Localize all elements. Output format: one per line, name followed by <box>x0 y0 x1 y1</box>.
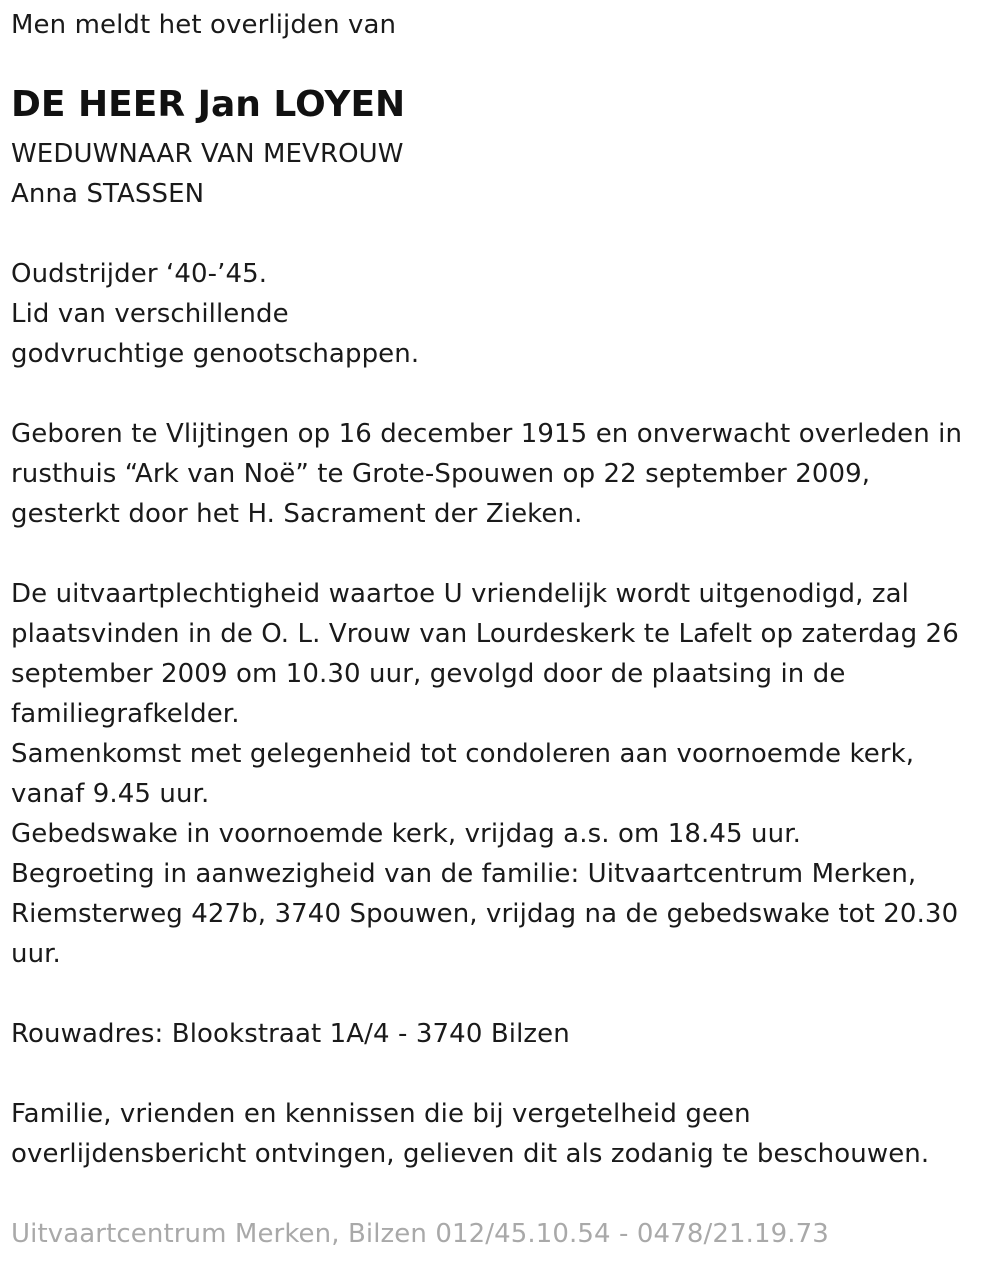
birth-death-line: rusthuis “Ark van Noë” te Grote-Spouwen op 22 september 2009, <box>11 459 871 489</box>
notice-line: overlijdensbericht ontvingen, gelieven dit als zodanig te beschouwen. <box>11 1139 930 1169</box>
notice-block <box>11 1094 929 1174</box>
deceased-name: DE HEER Jan LOYEN <box>11 84 406 125</box>
funeral-line: Gebedswake in voornoemde kerk, vrijdag a.s. om 18.45 uur. <box>11 819 801 849</box>
biography-line: Lid van verschillende <box>11 299 289 329</box>
birth-death-line: gesterkt door het H. Sacrament der Zieken. <box>11 499 583 529</box>
birth-death-block <box>11 414 962 534</box>
funeral-line: Samenkomst met gelegenheid tot condoleren aan voornoemde kerk, <box>11 739 915 769</box>
biography-line: Oudstrijder ‘40-’45. <box>11 259 268 289</box>
mourning-address: Rouwadres: Blookstraat 1A/4 - 3740 Bilzen <box>11 1019 570 1049</box>
funeral-line: plaatsvinden in de O. L. Vrouw van Lourdeskerk te Lafelt op zaterdag 26 <box>11 619 959 649</box>
funeral-home-contact: Uitvaartcentrum Merken, Bilzen 012/45.10.54 - 0478/21.19.73 <box>11 1219 829 1249</box>
mourning-address-block <box>11 1014 570 1054</box>
funeral-line: De uitvaartplechtigheid waartoe U vriendelijk wordt uitgenodigd, zal <box>11 579 909 609</box>
intro-text: Men meldt het overlijden van <box>11 10 397 40</box>
funeral-line: Begroeting in aanwezigheid van de familie: Uitvaartcentrum Merken, <box>11 859 917 889</box>
notice-line: Familie, vrienden en kennissen die bij vergetelheid geen <box>11 1099 751 1129</box>
funeral-line: september 2009 om 10.30 uur, gevolgd door de plaatsing in de <box>11 659 846 689</box>
funeral-line: Riemsterweg 427b, 3740 Spouwen, vrijdag na de gebedswake tot 20.30 <box>11 899 959 929</box>
funeral-line: vanaf 9.45 uur. <box>11 779 210 809</box>
spouse-line: Anna STASSEN <box>11 179 205 209</box>
funeral-line: uur. <box>11 939 61 969</box>
biography-line: godvruchtige genootschappen. <box>11 339 420 369</box>
spouse-block <box>11 134 404 214</box>
biography-block <box>11 254 419 374</box>
birth-death-line: Geboren te Vlijtingen op 16 december 1915 en onverwacht overleden in <box>11 419 963 449</box>
funeral-details-block <box>11 574 959 974</box>
funeral-line: familiegrafkelder. <box>11 699 240 729</box>
spouse-line: WEDUWNAAR VAN MEVROUW <box>11 139 404 169</box>
